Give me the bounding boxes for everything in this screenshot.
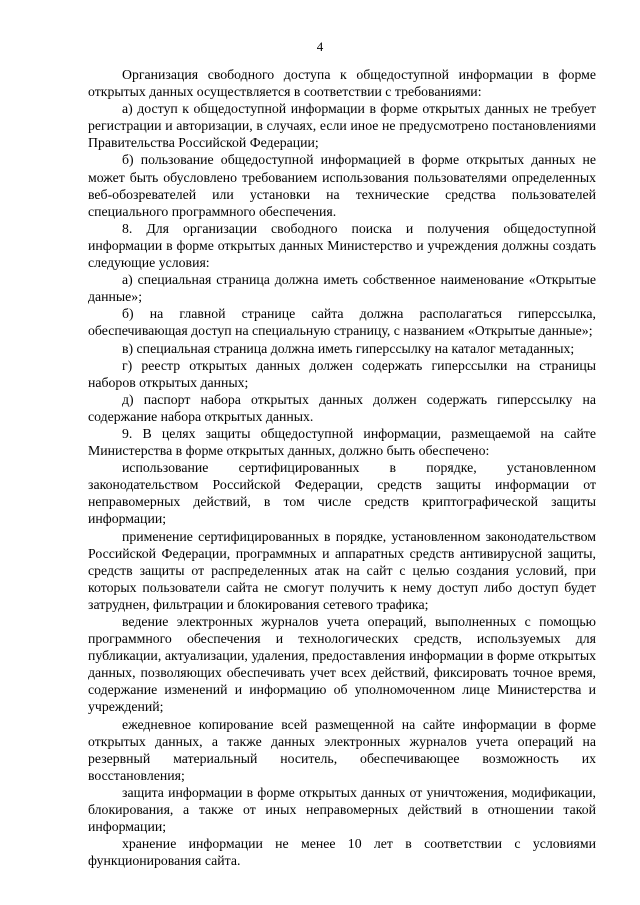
- paragraph-antivirus-protection: применение сертифицированных в порядке, установленном законодательством Российской Федерации, программных и аппаратных средств антивирусной защиты, средств защиты от распределенных атак на сайт с целью создания условий, при которых пользователи сайта не смогут получить к нему доступ либо доступ будет затруднен, фильтрации и блокирования сетевого трафика;: [88, 528, 596, 612]
- paragraph-daily-backup: ежедневное копирование всей размещенной на сайте информации в форме открытых данных, а также данных электронных журналов учета операций на резервный материальный носитель, обеспечивающее возможность их восстановления;: [88, 716, 596, 783]
- paragraph-item-a-no-registration: а) доступ к общедоступной информации в форме открытых данных не требует регистрации и авторизации, в случаях, если иное не предусмотрено постановлениями Правительства Российской Федерации;: [88, 101, 596, 151]
- paragraph-operation-logs: ведение электронных журналов учета операций, выполненных с помощью программного обеспечения и технологических средств, используемых для публикации, актуализации, удаления, предоставления информации в форме открытых данных, позволяющих обеспечивать учет всех действий, фиксировать точное время, содержание изменений и информацию об уполномоченном лице Министерства и учреждений;: [88, 614, 596, 715]
- page-number: 4: [316, 39, 324, 54]
- document-body: [88, 66, 596, 869]
- paragraph-section-8: 8. Для организации свободного поиска и получения общедоступной информации в форме открытых данных Министерство и учреждения должны создать следующие условия:: [88, 220, 596, 271]
- paragraph-storage-10-years: хранение информации не менее 10 лет в соответствии с условиями функционирования сайта.: [88, 836, 596, 869]
- paragraph-item-g-registry: г) реестр открытых данных должен содержать гиперссылки на страницы наборов открытых данных;: [88, 357, 596, 390]
- paragraph-item-b-hyperlink: б) на главной странице сайта должна располагаться гиперссылка, обеспечивающая доступ на специальную страницу, с названием «Открытые данные»;: [88, 306, 596, 339]
- paragraph-item-v-metadata-catalog: в) специальная страница должна иметь гиперссылку на каталог метаданных;: [122, 340, 575, 356]
- paragraph-certified-protection: использование сертифицированных в порядке, установленном законодательством Российской Федерации, средств защиты информации от неправомерных действий, в том числе средств криптографической защиты информации;: [88, 460, 596, 527]
- paragraph-item-b-no-special-software: б) пользование общедоступной информацией в форме открытых данных не может быть обусловлено требованием использования пользователями определенных веб-обозревателей или установки на технические средства пользователей специального программного обеспечения.: [88, 152, 596, 219]
- paragraph-section-9: 9. В целях защиты общедоступной информации, размещаемой на сайте Министерства в форме открытых данных, должно быть обеспечено:: [88, 425, 596, 459]
- paragraph-item-a-page-name: а) специальная страница должна иметь собственное наименование «Открытые данные»;: [88, 272, 596, 305]
- paragraph-data-protection: защита информации в форме открытых данных от уничтожения, модификации, блокирования, а также от иных неправомерных действий в отношении такой информации;: [88, 784, 596, 835]
- paragraph-item-d-passport: д) паспорт набора открытых данных должен содержать гиперссылку на содержание набора открытых данных.: [88, 391, 596, 424]
- paragraph-open-access-requirements: Организация свободного доступа к общедоступной информации в форме открытых данных осуществляется в соответствии с требованиями:: [88, 67, 596, 100]
